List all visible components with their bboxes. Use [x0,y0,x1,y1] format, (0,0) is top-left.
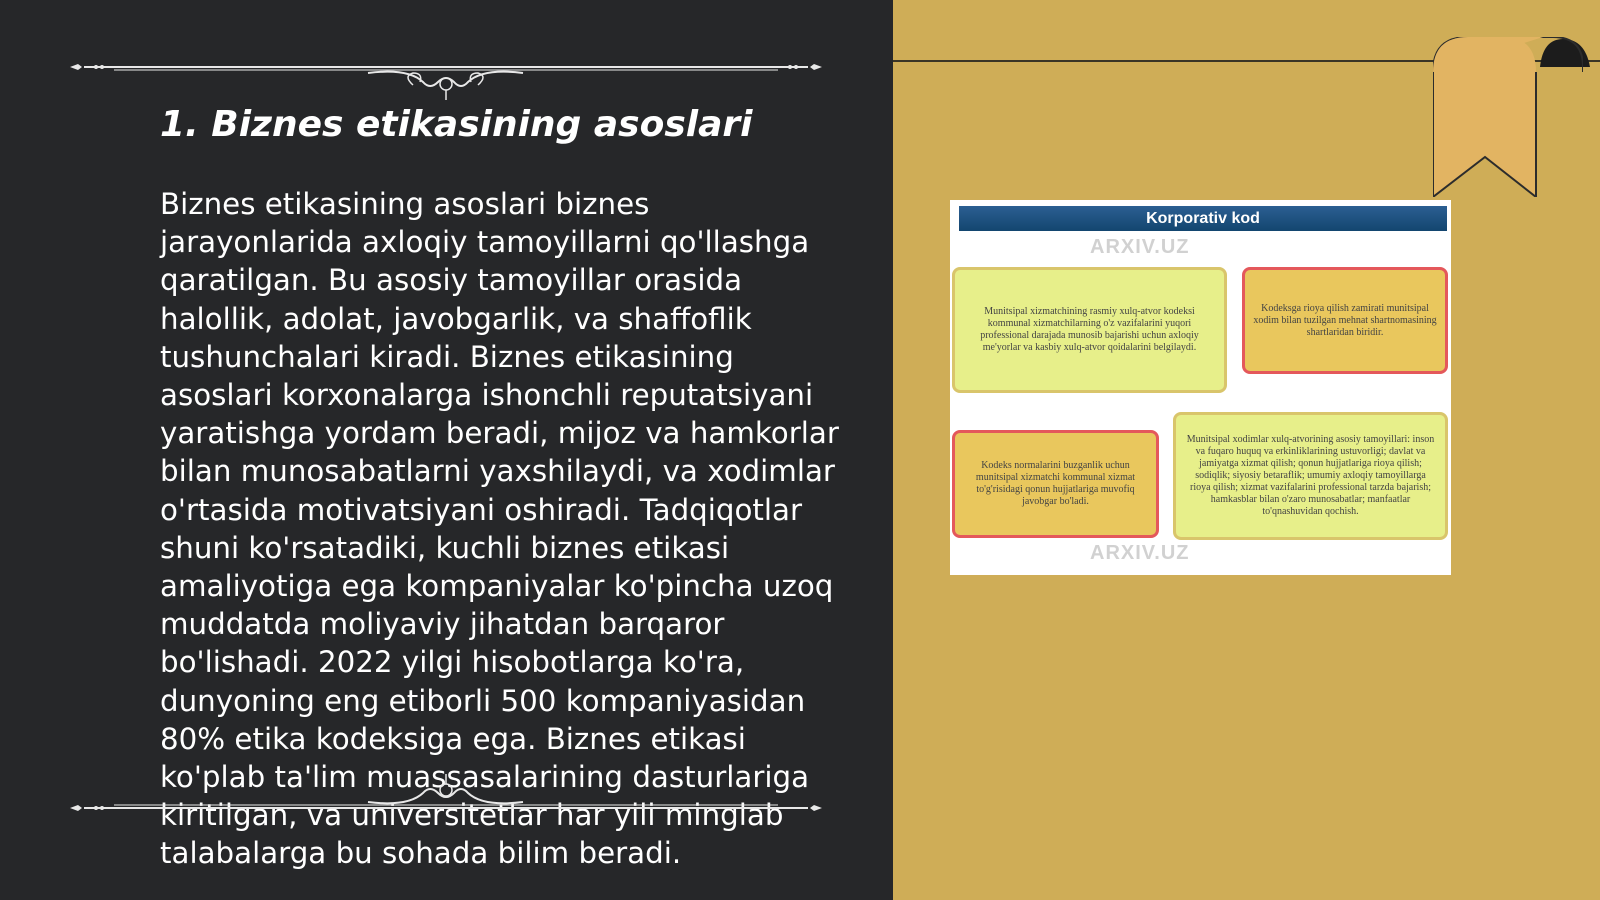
ornament-divider-bottom [68,774,824,834]
body-paragraph: Biznes etikasining asoslari biznes jarayonlarida axloqiy tamoyillarni qo'llashga qaratilgan. Bu asosiy tamoyillar orasida halollik, adolat, javobgarlik, va shaffoflik tushunchalari kiradi. Biznes etikasining asoslari korxonalarga ishonchli reputatsiyani yaratishga yordam beradi, mijoz va hamkorlar bilan munosabatlarni yaxshilaydi, va xodimlar o'rtasida motivatsiyani oshiradi. Tadqiqotlar shuni ko'rsatadiki, kuchli biznes etikasi amaliyotiga ega kompaniyalar ko'pincha uzoq muddatda moliyaviy jihatdan barqaror bo'lishadi. 2022 yilgi hisobotlarga ko'ra, dunyoning eng etiborli 500 kompaniyasidan 80% etika kodeksiga ega. Biznes etikasi ko'plab ta'lim muassasalarining dasturlariga kiritilgan, va universitetlar har yili minglab talabalarga bu sohada bilim beradi. [160,187,839,871]
ornament-divider-top [68,40,824,100]
corporate-code-image [950,200,1451,575]
info-card: Munitsipal xizmatchining rasmiy xulq-atvor kodeksi kommunal xizmatchilarning o'z vazifalarini yuqori professional darajada munosib bajarishi uchun axloqiy me'yorlar va kasbiy xulq-atvor qoidalarini belgilaydi. [952,267,1227,393]
bookmark-ribbon-icon [1433,37,1583,197]
info-card: Kodeks normalarini buzganlik uchun munitsipal xizmatchi kommunal xizmat to'g'risidagi qonun hujjatlariga muvofiq javobgar bo'ladi. [952,430,1159,538]
watermark: ARXIV.UZ [1090,542,1190,564]
image-header: Korporativ kod [959,206,1447,231]
watermark: ARXIV.UZ [1090,236,1190,258]
slide-title: 1. Biznes etikasining asoslari [160,104,753,145]
info-card: Kodeksga rioya qilish zamirati munitsipal xodim bilan tuzilgan mehnat shartnomasining shartlaridan biridir. [1242,267,1448,374]
info-card: Munitsipal xodimlar xulq-atvorining asosiy tamoyillari: inson va fuqaro huquq va erkinliklarining ustuvorligi; davlat va jamiyatga xizmat qilish; qonun hujjatlariga rioya qilish; sodiqlik; siyosiy betaraflik; umumiy axloqiy tamoyillarga rioya qilish; xizmat vazifalarini professional tarzda bajarish; hamkasblar bilan o'zaro munosabatlar; manfaatlar to'qnashuvidan qochish. [1173,412,1448,540]
